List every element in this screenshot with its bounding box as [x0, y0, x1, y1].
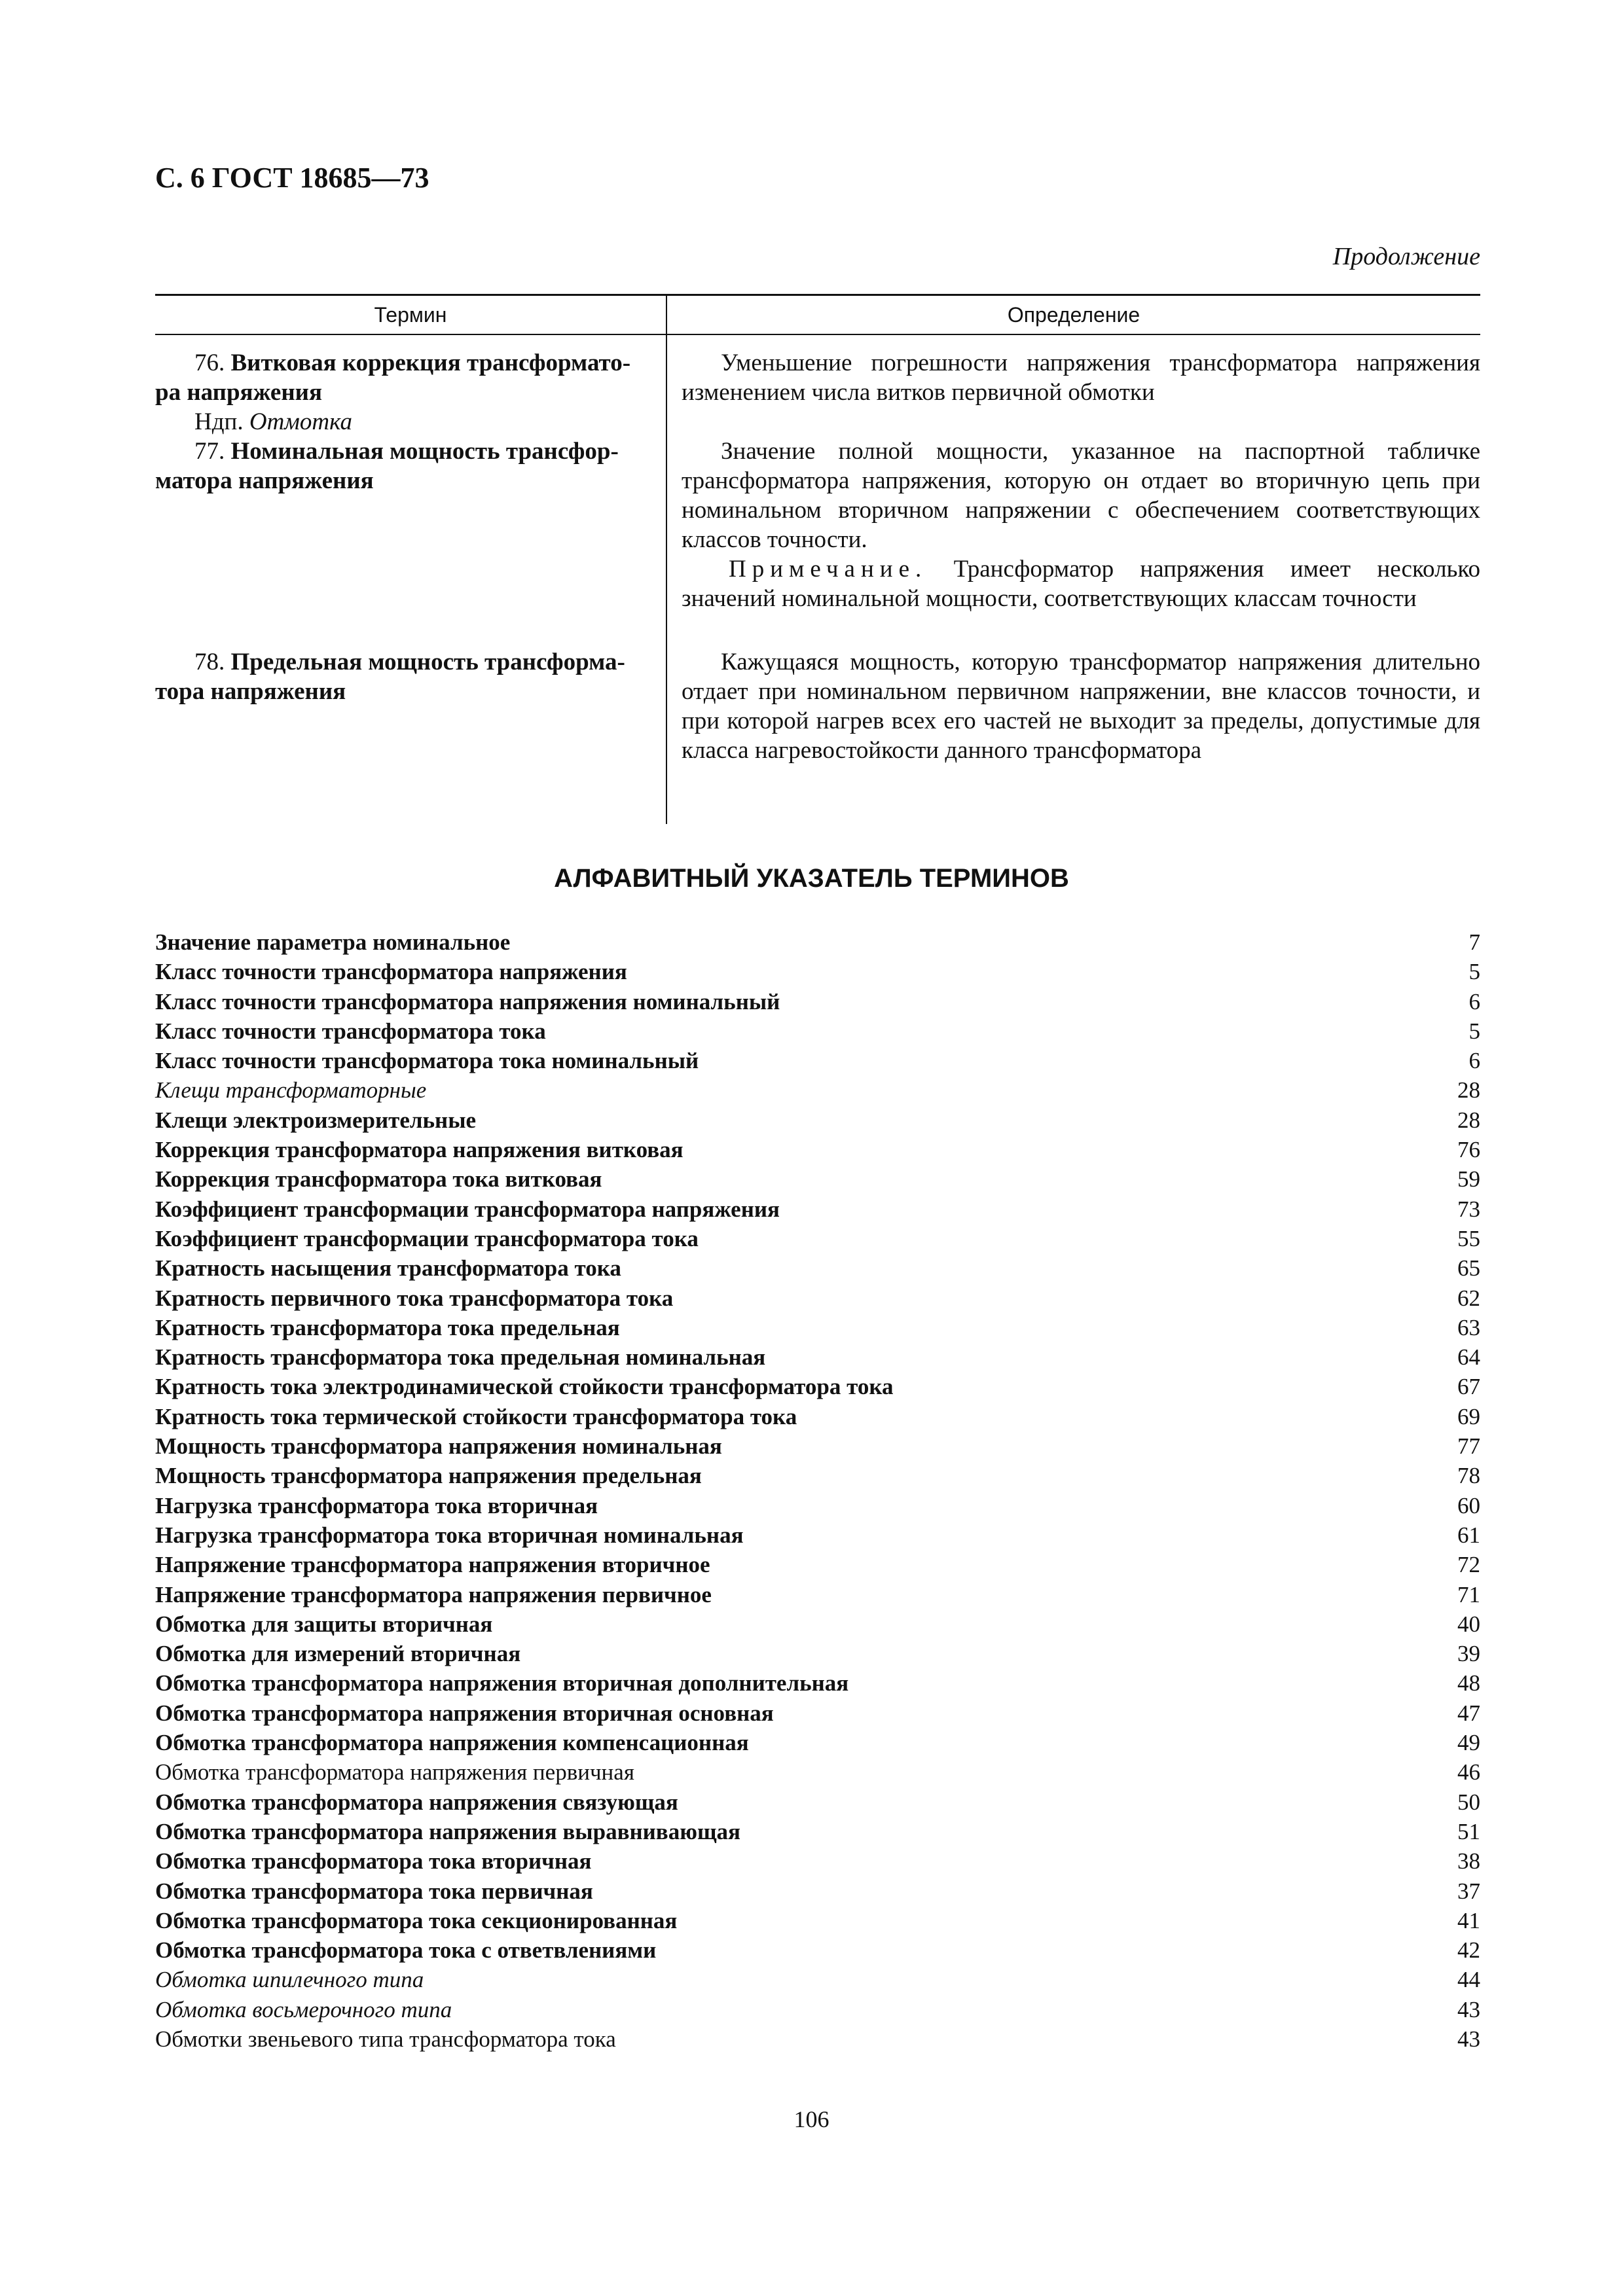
index-term-number: 50	[1457, 1789, 1480, 1815]
definition-note	[682, 554, 1480, 613]
index-term: Кратность тока термической стойкости трансформатора тока	[155, 1403, 797, 1429]
definition-cell	[666, 647, 1480, 824]
index-item	[155, 1164, 1480, 1194]
index-item	[155, 1965, 1480, 1994]
index-term: Обмотка трансформатора напряжения вторичная основная	[155, 1700, 774, 1726]
deprecated-term: Отмотка	[249, 408, 353, 435]
index-term-number: 76	[1457, 1137, 1480, 1163]
definition-text: Значение полной мощности, указанное на паспортной табличке трансформатора напряжения, которую он отдает во вторичную цепь при номинальном вторичном напряжении с обеспечением соответствующих классов точности.	[682, 438, 1480, 553]
continuation-label: Продолжение	[1332, 243, 1480, 270]
term-text-line2: матора напряжения	[155, 467, 374, 494]
index-item	[155, 1639, 1480, 1668]
column-header-definition: Определение	[666, 295, 1480, 335]
table-row	[155, 437, 1480, 647]
index-term-number: 77	[1457, 1433, 1480, 1460]
index-term-number: 6	[1468, 1048, 1480, 1074]
term-cell	[155, 647, 666, 824]
index-term-number: 63	[1457, 1314, 1480, 1340]
index-term: Мощность трансформатора напряжения предельная	[155, 1463, 702, 1489]
index-term: Обмотка трансформатора тока вторичная	[155, 1848, 592, 1874]
index-term-number: 28	[1457, 1077, 1480, 1103]
index-term-number: 7	[1468, 929, 1480, 955]
index-term-number: 62	[1457, 1285, 1480, 1311]
index-item	[155, 1431, 1480, 1461]
index-term-number: 72	[1457, 1552, 1480, 1578]
term-text-line1: Номинальная мощность трансфор-	[230, 438, 619, 465]
index-item	[155, 1906, 1480, 1935]
index-item	[155, 1253, 1480, 1283]
index-term: Напряжение трансформатора напряжения первичное	[155, 1581, 712, 1607]
index-term: Клещи трансформаторные	[155, 1077, 427, 1103]
index-term: Нагрузка трансформатора тока вторичная	[155, 1492, 598, 1518]
index-term: Обмотка трансформатора напряжения вторичная дополнительная	[155, 1670, 849, 1696]
note-text: Трансформатор напряжения имеет несколько значений номинальной мощности, соответствующих классам точности	[682, 556, 1481, 612]
index-term: Обмотка трансформатора тока с ответвлениями	[155, 1937, 657, 1964]
index-item	[155, 1491, 1480, 1520]
index-term: Обмотка трансформатора тока секционированная	[155, 1907, 678, 1933]
term-text-line2: ра напряжения	[155, 379, 322, 406]
index-term-number: 78	[1457, 1463, 1480, 1489]
index-term-number: 48	[1457, 1670, 1480, 1696]
index-item	[155, 1342, 1480, 1372]
index-item	[155, 987, 1480, 1016]
definition-cell	[666, 348, 1480, 437]
index-term: Обмотка шпилечного типа	[155, 1967, 424, 1993]
index-item	[155, 1224, 1480, 1253]
index-item	[155, 1075, 1480, 1105]
index-item	[155, 1550, 1480, 1579]
index-term-number: 41	[1457, 1907, 1480, 1933]
table-header-row	[155, 295, 1480, 335]
index-term: Обмотка для защиты вторичная	[155, 1611, 493, 1637]
index-term: Коэффициент трансформации трансформатора тока	[155, 1225, 699, 1251]
index-term: Кратность трансформатора тока предельная	[155, 1314, 620, 1340]
index-term-number: 43	[1457, 2026, 1480, 2052]
term-number: 77.	[194, 438, 225, 465]
index-item	[155, 1016, 1480, 1046]
index-item	[155, 1313, 1480, 1342]
index-item	[155, 1846, 1480, 1876]
index-item	[155, 1995, 1480, 2024]
index-item	[155, 1461, 1480, 1490]
note-label: Примечание.	[729, 556, 928, 583]
index-item	[155, 1283, 1480, 1313]
index-item	[155, 1668, 1480, 1698]
index-term: Обмотка трансформатора напряжения первичная	[155, 1759, 634, 1785]
index-term-number: 55	[1457, 1225, 1480, 1251]
index-item	[155, 1817, 1480, 1846]
term-text-line2: тора напряжения	[155, 678, 346, 705]
index-term: Мощность трансформатора напряжения номинальная	[155, 1433, 722, 1460]
index-term-number: 61	[1457, 1522, 1480, 1548]
index-term: Обмотка трансформатора тока первичная	[155, 1878, 593, 1904]
index-term: Класс точности трансформатора тока номинальный	[155, 1048, 699, 1074]
index-term-number: 28	[1457, 1107, 1480, 1133]
index-term-number: 71	[1457, 1581, 1480, 1607]
table-row	[155, 647, 1480, 824]
index-term: Значение параметра номинальное	[155, 929, 511, 955]
index-term: Обмотки звеньевого типа трансформатора тока	[155, 2026, 616, 2052]
index-term-number: 60	[1457, 1492, 1480, 1518]
index-item	[155, 1372, 1480, 1401]
index-item	[155, 1609, 1480, 1639]
index-term: Кратность трансформатора тока предельная номинальная	[155, 1344, 766, 1371]
index-term: Обмотка восьмерочного типа	[155, 1996, 452, 2022]
index-item	[155, 1698, 1480, 1728]
index-term: Обмотка трансформатора напряжения выравнивающая	[155, 1818, 740, 1844]
index-term: Обмотка трансформатора напряжения компенсационная	[155, 1730, 749, 1756]
index-term-number: 49	[1457, 1730, 1480, 1756]
index-term: Класс точности трансформатора напряжения номинальный	[155, 988, 780, 1014]
index-term-number: 65	[1457, 1255, 1480, 1282]
index-term-number: 5	[1468, 959, 1480, 985]
index-term: Клещи электроизмерительные	[155, 1107, 477, 1133]
column-header-term: Термин	[155, 295, 666, 335]
alphabetical-index-heading: АЛФАВИТНЫЙ УКАЗАТЕЛЬ ТЕРМИНОВ	[554, 864, 1069, 893]
index-term-number: 42	[1457, 1937, 1480, 1964]
index-term-number: 51	[1457, 1818, 1480, 1844]
index-term: Кратность тока электродинамической стойкости трансформатора тока	[155, 1374, 894, 1400]
terms-table	[155, 294, 1480, 824]
index-term-number: 64	[1457, 1344, 1480, 1371]
term-number: 78.	[194, 649, 225, 675]
term-text-line1: Предельная мощность трансформа-	[230, 649, 625, 675]
index-term: Кратность первичного тока трансформатора тока	[155, 1285, 674, 1311]
index-item	[155, 1787, 1480, 1817]
index-item	[155, 1402, 1480, 1431]
page-number: 106	[793, 2106, 830, 2132]
index-term-number: 59	[1457, 1166, 1480, 1193]
index-item	[155, 1935, 1480, 1965]
index-term-number: 40	[1457, 1611, 1480, 1637]
index-item	[155, 1876, 1480, 1906]
page-header-title: С. 6 ГОСТ 18685—73	[155, 162, 429, 194]
index-term: Кратность насыщения трансформатора тока	[155, 1255, 621, 1282]
index-item	[155, 1194, 1480, 1224]
index-term: Коррекция трансформатора напряжения витковая	[155, 1137, 684, 1163]
index-item	[155, 1105, 1480, 1135]
index-term-number: 44	[1457, 1967, 1480, 1993]
index-term: Коррекция трансформатора тока витковая	[155, 1166, 602, 1193]
index-term-number: 47	[1457, 1700, 1480, 1726]
index-item	[155, 1135, 1480, 1164]
deprecated-prefix: Ндп.	[194, 408, 244, 435]
definition-text: Кажущаяся мощность, которую трансформатор напряжения длительно отдает при номинальном первичном напряжении, вне классов точности, и при которой нагрев всех его частей не выходит за пределы, допустимые для класса нагревостойкости данного трансформатора	[682, 649, 1480, 764]
index-term-number: 67	[1457, 1374, 1480, 1400]
definition-cell	[666, 437, 1480, 647]
table-row	[155, 348, 1480, 437]
index-term-number: 6	[1468, 988, 1480, 1014]
index-term: Обмотка трансформатора напряжения связующая	[155, 1789, 678, 1815]
index-item	[155, 1580, 1480, 1609]
index-term: Нагрузка трансформатора тока вторичная номинальная	[155, 1522, 744, 1548]
index-term: Напряжение трансформатора напряжения вторичное	[155, 1552, 710, 1578]
index-item	[155, 2024, 1480, 2054]
index-term-number: 38	[1457, 1848, 1480, 1874]
index-term-number: 5	[1468, 1018, 1480, 1044]
index-term-number: 43	[1457, 1996, 1480, 2022]
index-item	[155, 1046, 1480, 1075]
index-item	[155, 927, 1480, 957]
index-term-number: 37	[1457, 1878, 1480, 1904]
index-term-number: 73	[1457, 1196, 1480, 1222]
index-term-number: 46	[1457, 1759, 1480, 1785]
index-item	[155, 1520, 1480, 1550]
index-term: Класс точности трансформатора тока	[155, 1018, 546, 1044]
index-term-number: 69	[1457, 1403, 1480, 1429]
term-cell	[155, 348, 666, 437]
index-item	[155, 957, 1480, 986]
term-text-line1: Витковая коррекция трансформато-	[230, 350, 631, 376]
term-number: 76.	[194, 350, 225, 376]
term-cell	[155, 437, 666, 647]
table-spacer-row	[155, 334, 1480, 348]
definition-text: Уменьшение погрешности напряжения трансформатора напряжения изменением числа витков первичной обмотки	[682, 350, 1480, 406]
index-term: Класс точности трансформатора напряжения	[155, 959, 627, 985]
index-item	[155, 1757, 1480, 1787]
alphabetical-index-list	[155, 927, 1480, 2054]
index-term: Коэффициент трансформации трансформатора напряжения	[155, 1196, 780, 1222]
index-item	[155, 1728, 1480, 1757]
index-term: Обмотка для измерений вторичная	[155, 1641, 521, 1667]
index-term-number: 39	[1457, 1641, 1480, 1667]
